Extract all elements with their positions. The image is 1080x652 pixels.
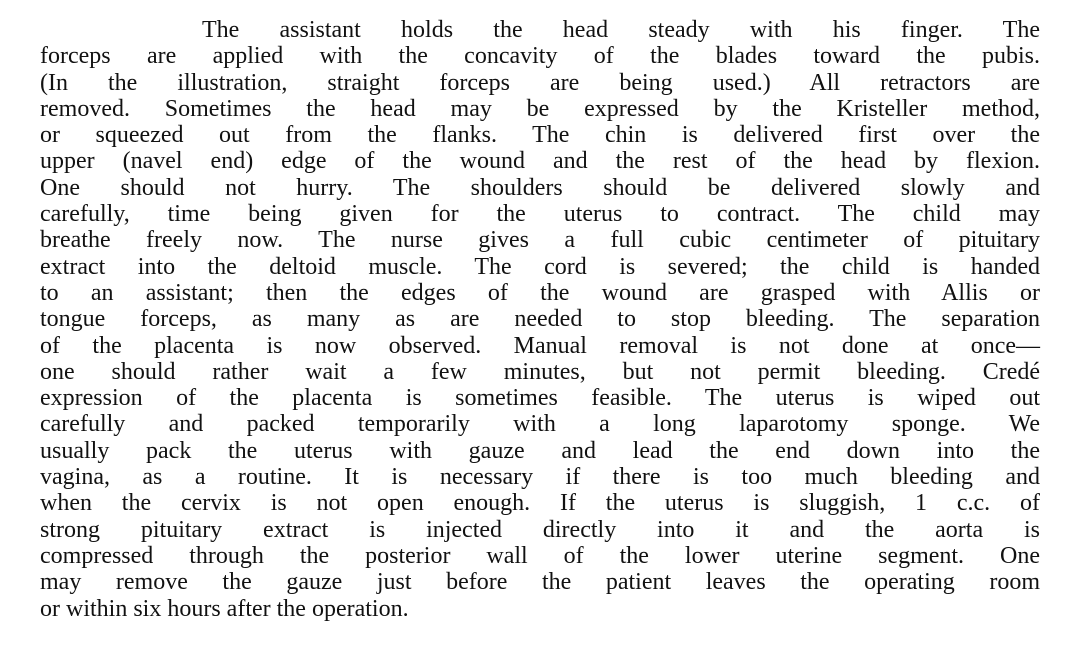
paragraph-line: to an assistant; then the edges of the wound are grasped with Allis or [40,279,1040,306]
paragraph-line: compressed through the posterior wall of the lower uterine segment. One [40,542,1040,569]
paragraph-line: extract into the deltoid muscle. The cord is severed; the child is handed [40,253,1040,280]
paragraph-line: One should not hurry. The shoulders should be delivered slowly and [40,174,1040,201]
paragraph-line: or within six hours after the operation. [40,595,409,622]
paragraph-line: (In the illustration, straight forceps are being used.) All retractors are [40,69,1040,96]
paragraph-line: vagina, as a routine. It is necessary if there is too much bleeding and [40,464,1040,491]
paragraph-line: carefully and packed temporarily with a long laparotomy sponge. We [40,411,1040,438]
paragraph-line: when the cervix is not open enough. If the uterus is sluggish, 1 c.c. of [40,490,1040,517]
paragraph-line: upper (navel end) edge of the wound and the rest of the head by flexion. [40,148,1040,175]
paragraph-line: carefully, time being given for the uterus to contract. The child may [40,201,1040,228]
paragraph-line: or squeezed out from the flanks. The chin is delivered first over the [40,122,1040,149]
paragraph-line: one should rather wait a few minutes, but not permit bleeding. Credé [40,358,1040,385]
paragraph-line: tongue forceps, as many as are needed to stop bleeding. The separation [40,306,1040,333]
paragraph-line: breathe freely now. The nurse gives a full cubic centimeter of pituitary [40,227,1040,254]
body-paragraph [40,17,1040,622]
paragraph-line: of the placenta is now observed. Manual removal is not done at once— [40,332,1040,359]
paragraph-line: The assistant holds the head steady with his finger. The [202,17,1040,43]
paragraph-line: strong pituitary extract is injected directly into it and the aorta is [40,516,1040,543]
paragraph-line: may remove the gauze just before the patient leaves the operating room [40,569,1040,596]
paragraph-line: expression of the placenta is sometimes feasible. The uterus is wiped out [40,385,1040,412]
paragraph-line: forceps are applied with the concavity of the blades toward the pubis. [40,43,1040,70]
paragraph-line: usually pack the uterus with gauze and lead the end down into the [40,437,1040,464]
paragraph-line: removed. Sometimes the head may be expressed by the Kristeller method, [40,95,1040,122]
